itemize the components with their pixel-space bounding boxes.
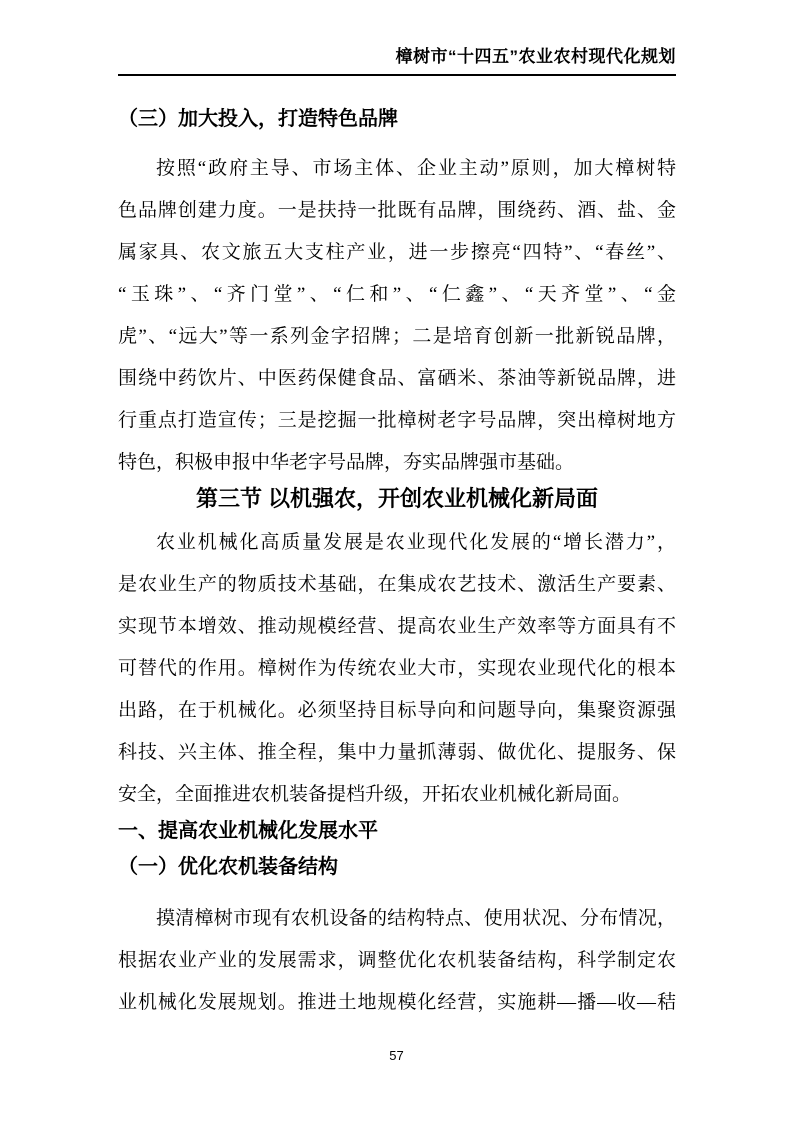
paragraph-line: 围绕中药饮片、中医药保健食品、富硒米、茶油等新锐品牌，进 [118, 368, 676, 389]
paragraph-brands [118, 148, 676, 484]
heading-brand-building: （三）加大投入，打造特色品牌 [118, 108, 398, 130]
paragraph-line: 可替代的作用。樟树作为传统农业大市，实现农业现代化的根本 [118, 658, 676, 679]
paragraph-line: 农业机械化高质量发展是农业现代化发展的“增长潜力”， [156, 532, 676, 553]
paragraph-equipment [118, 898, 676, 1024]
paragraph-line: 根据农业产业的发展需求，调整优化农机装备结构，科学制定农 [118, 950, 676, 971]
paragraph-line: 是农业生产的物质技术基础，在集成农艺技术、激活生产要素、 [118, 574, 676, 595]
paragraph-line: “玉珠”、“齐门堂”、“仁和”、“仁鑫”、“天齐堂”、“金 [118, 284, 676, 305]
paragraph-line: 业机械化发展规划。推进土地规模化经营，实施耕—播—收—秸 [118, 992, 676, 1013]
paragraph-mechanization [118, 522, 676, 816]
paragraph-line: 安全，全面推进农机装备提档升级，开拓农业机械化新局面。 [118, 784, 632, 805]
paragraph-line: 特色，积极申报中华老字号品牌，夯实品牌强市基础。 [118, 452, 575, 473]
paragraph-line: 属家具、农文旅五大支柱产业，进一步擦亮“四特”、“春丝”、 [118, 242, 676, 263]
heading-section-three: 第三节 以机强农，开创农业机械化新局面 [195, 486, 599, 511]
paragraph-line: 色品牌创建力度。一是扶持一批既有品牌，围绕药、酒、盐、金 [118, 200, 676, 221]
heading-improve-mechanization-level: 一、提高农业机械化发展水平 [118, 820, 378, 842]
paragraph-line: 按照“政府主导、市场主体、企业主动”原则，加大樟树特 [156, 158, 676, 179]
document-content [118, 96, 676, 1024]
header-rule [118, 74, 676, 76]
page-header-title: 樟树市“十四五”农业农村现代化规划 [395, 47, 676, 66]
heading-optimize-equipment-structure: （一）优化农机装备结构 [118, 856, 338, 878]
paragraph-line: 出路，在于机械化。必须坚持目标导向和问题导向，集聚资源强 [118, 700, 676, 721]
paragraph-line: 行重点打造宣传；三是挖掘一批樟树老字号品牌，突出樟树地方 [118, 410, 676, 431]
paragraph-line: 科技、兴主体、推全程，集中力量抓薄弱、做优化、提服务、保 [118, 742, 676, 763]
paragraph-line: 摸清樟树市现有农机设备的结构特点、使用状况、分布情况， [156, 908, 676, 929]
paragraph-line: 虎”、“远大”等一系列金字招牌；二是培育创新一批新锐品牌， [118, 326, 676, 347]
page-number: 57 [389, 1048, 404, 1063]
paragraph-line: 实现节本增效、推动规模经营、提高农业生产效率等方面具有不 [118, 616, 676, 637]
